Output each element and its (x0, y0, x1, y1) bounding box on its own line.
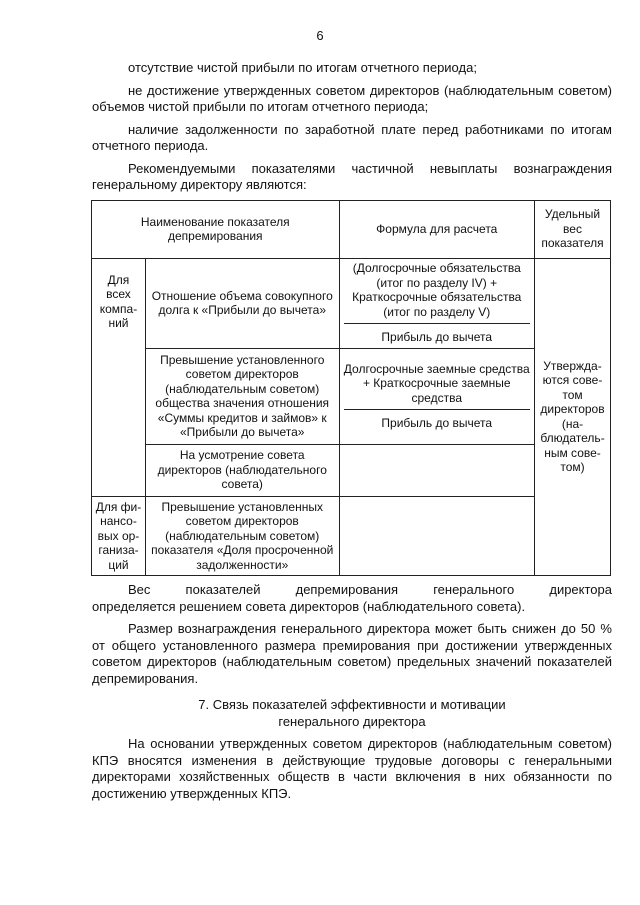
formula-denominator: Прибыль до вычета (381, 330, 493, 345)
indicator-name: Отношение объема совокупного долга к «Прибыли до вычета» (145, 258, 339, 348)
weight-value: Утвержда-ются сове-том директоров (на-блюдатель-ным сове-том) (535, 258, 611, 576)
header-indicator-name: Наименование показателя депремирования (92, 200, 340, 258)
formula-denominator: Прибыль до вычета (381, 416, 493, 430)
formula-cell (339, 348, 534, 444)
group-label-financial: Для фи-нансо-вых ор-ганиза-ций (92, 496, 146, 576)
paragraph: определяется решением совета директоров (наблюдательного совета). (92, 598, 526, 614)
page-number: 6 (316, 28, 324, 43)
formula-numerator: (Долгосрочные обязательства (итог по разделу IV) + Краткосрочные обязательства (итог по разделу V) (344, 261, 530, 324)
paragraph: Вес показателей депремирования генерального директора (128, 582, 612, 597)
paragraph: отсутствие чистой прибыли по итогам отчетного периода; (128, 60, 477, 75)
section-heading-line: 7. Связь показателей эффективности и мотивации (198, 697, 506, 712)
paragraph: Рекомендуемыми показателями частичной невыплаты вознаграждения генеральному директору являются: (92, 160, 612, 192)
section-heading-line: генерального директора (278, 713, 426, 729)
indicator-name: На усмотрение совета директоров (наблюдательного совета) (145, 444, 339, 496)
paragraph: На основании утвержденных советом директоров (наблюдательным советом) КПЭ вносятся изменения в действующие трудовые договоры с генеральными директорами хозяйственных обществ в части включения в них обязанности по достижению утвержденных КПЭ. (92, 736, 612, 801)
formula-cell-empty (339, 496, 534, 576)
paragraph: Размер вознаграждения генерального директора может быть снижен до 50 % от общего установленного размера премирования при достижении утвержденных советом директоров (наблюдательным советом) предельных значений показателей депремирования. (92, 621, 612, 686)
header-weight: Удельный вес показателя (535, 200, 611, 258)
formula-cell-empty (339, 444, 534, 496)
group-label-all-companies: Для всех компа-ний (92, 258, 146, 496)
indicator-name: Превышение установленных советом директоров (наблюдательным советом) показателя «Доля просроченной задолженности» (145, 496, 339, 576)
formula-numerator: Долгосрочные заемные средства + Краткосрочные заемные средства (344, 362, 530, 411)
paragraph: не достижение утвержденных советом директоров (наблюдательным советом) объемов чистой прибыли по итогам отчетного периода; (92, 82, 612, 114)
header-formula: Формула для расчета (339, 200, 534, 258)
kpi-table (91, 200, 611, 577)
section-heading (92, 697, 612, 730)
formula-cell (339, 258, 534, 348)
paragraph: наличие задолженности по заработной плате перед работниками по итогам отчетного периода. (92, 121, 612, 153)
document-body (92, 60, 612, 808)
indicator-name: Превышение установленного советом директоров (наблюдательным советом) общества значения отношения «Суммы кредитов и займов» к «Прибыли до вычета» (145, 348, 339, 444)
